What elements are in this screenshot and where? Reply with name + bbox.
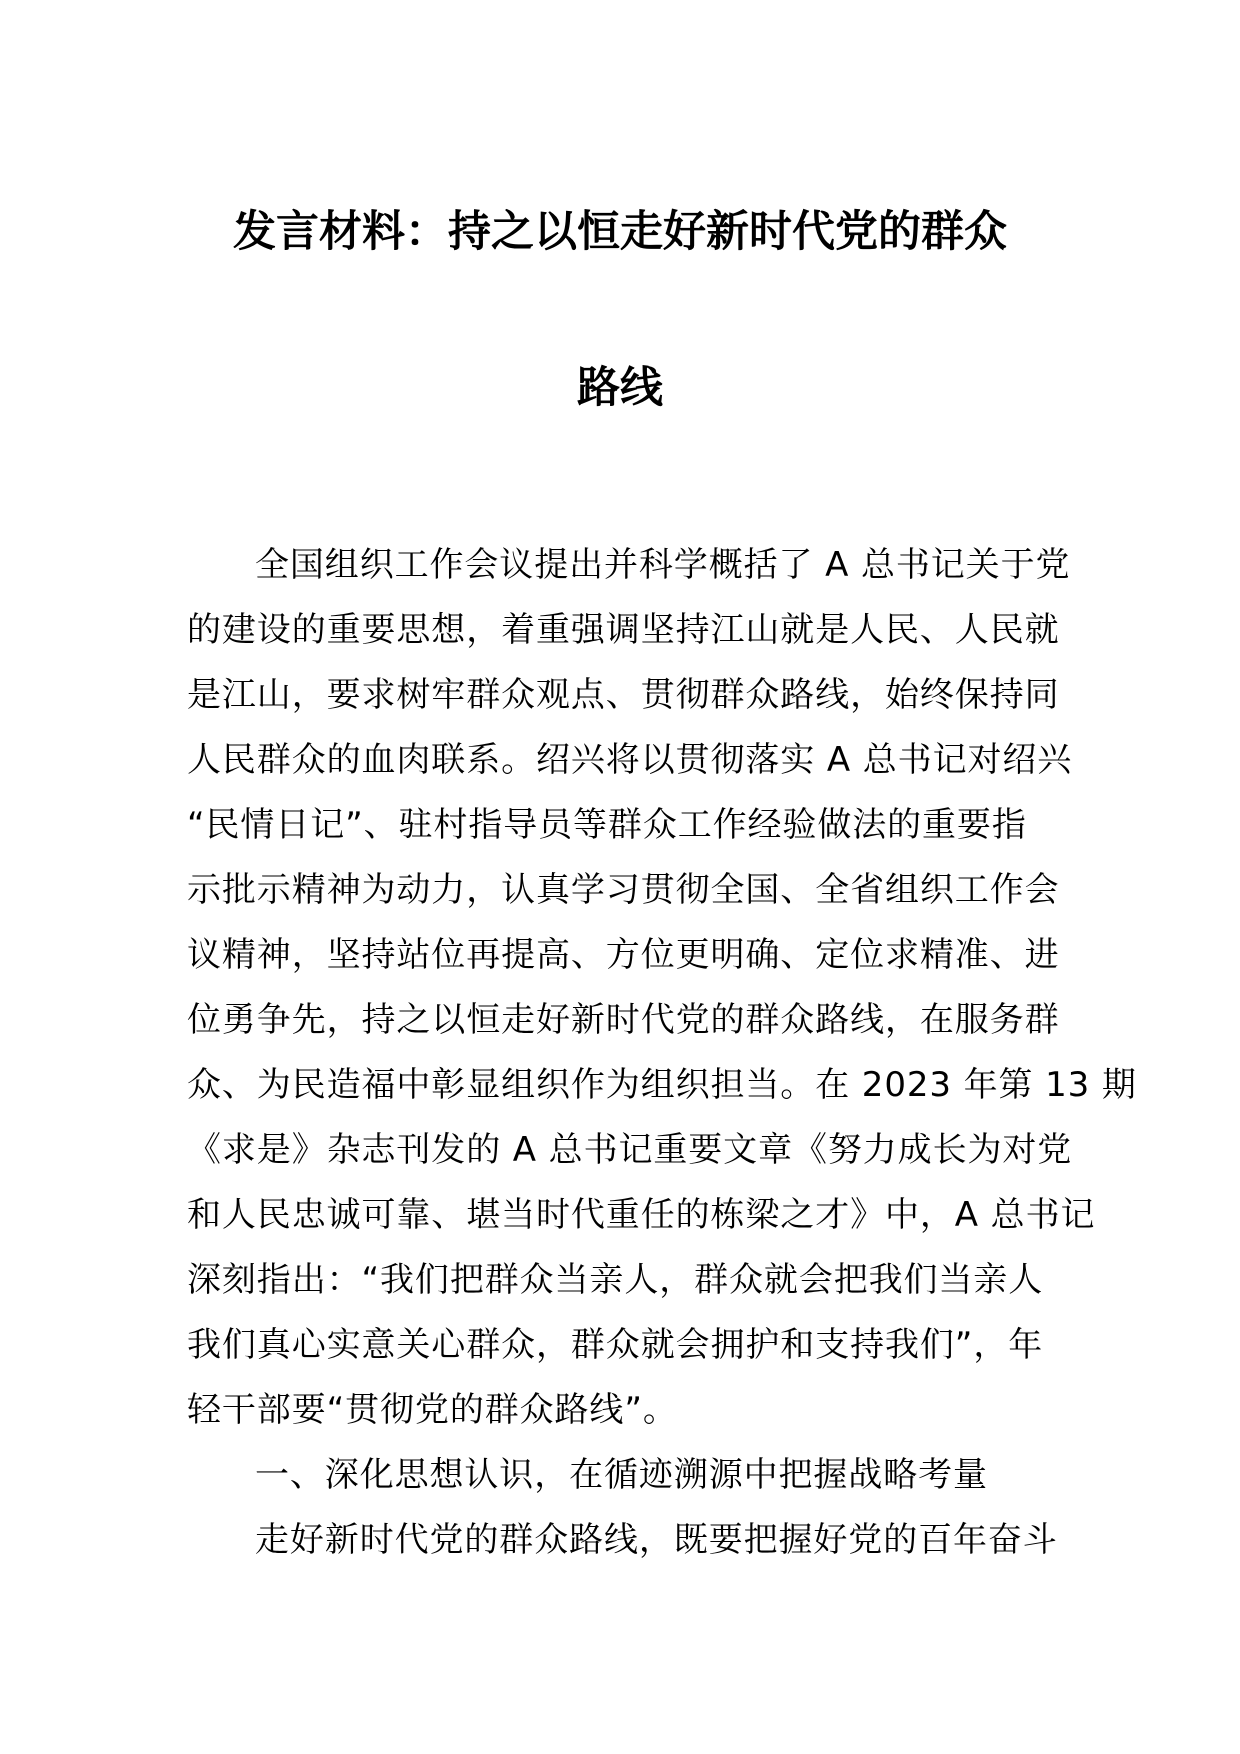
- paragraph-line: 走好新时代党的群众路线，既要把握好党的百年奋斗: [255, 1520, 1058, 1560]
- document-title-line-2: 路线: [577, 363, 663, 413]
- paragraph-line: 示批示精神为动力，认真学习贯彻全国、全省组织工作会: [187, 870, 1060, 910]
- paragraph-line: 深刻指出：“我们把群众当亲人，群众就会把我们当亲人: [187, 1260, 1044, 1300]
- section-heading: 一、深化思想认识，在循迹溯源中把握战略考量: [255, 1455, 988, 1495]
- paragraph-line: 全国组织工作会议提出并科学概括了 A 总书记关于党: [255, 545, 1071, 585]
- paragraph-line: 是江山，要求树牢群众观点、贯彻群众路线，始终保持同: [187, 675, 1060, 715]
- paragraph-line: 和人民忠诚可靠、堪当时代重任的栋梁之才》中，A 总书记: [187, 1195, 1096, 1235]
- paragraph-line: 轻干部要“贯彻党的群众路线”。: [187, 1390, 678, 1430]
- paragraph-line: 众、为民造福中彰显组织作为组织担当。在 2023 年第 13 期: [187, 1065, 1137, 1105]
- paragraph-line: 人民群众的血肉联系。绍兴将以贯彻落实 A 总书记对绍兴: [187, 740, 1073, 780]
- paragraph-line: 《求是》杂志刊发的 A 总书记重要文章《努力成长为对党: [187, 1130, 1073, 1170]
- paragraph-line: 议精神，坚持站位再提高、方位更明确、定位求精准、进: [187, 935, 1060, 975]
- document-title-line-1: 发言材料：持之以恒走好新时代党的群众: [233, 207, 1007, 257]
- paragraph-line: 的建设的重要思想，着重强调坚持江山就是人民、人民就: [187, 610, 1060, 650]
- paragraph-line: 我们真心实意关心群众，群众就会拥护和支持我们”，年: [187, 1325, 1044, 1365]
- paragraph-line: “民情日记”、驻村指导员等群众工作经验做法的重要指: [187, 805, 1027, 845]
- paragraph-line: 位勇争先，持之以恒走好新时代党的群众路线，在服务群: [187, 1000, 1060, 1040]
